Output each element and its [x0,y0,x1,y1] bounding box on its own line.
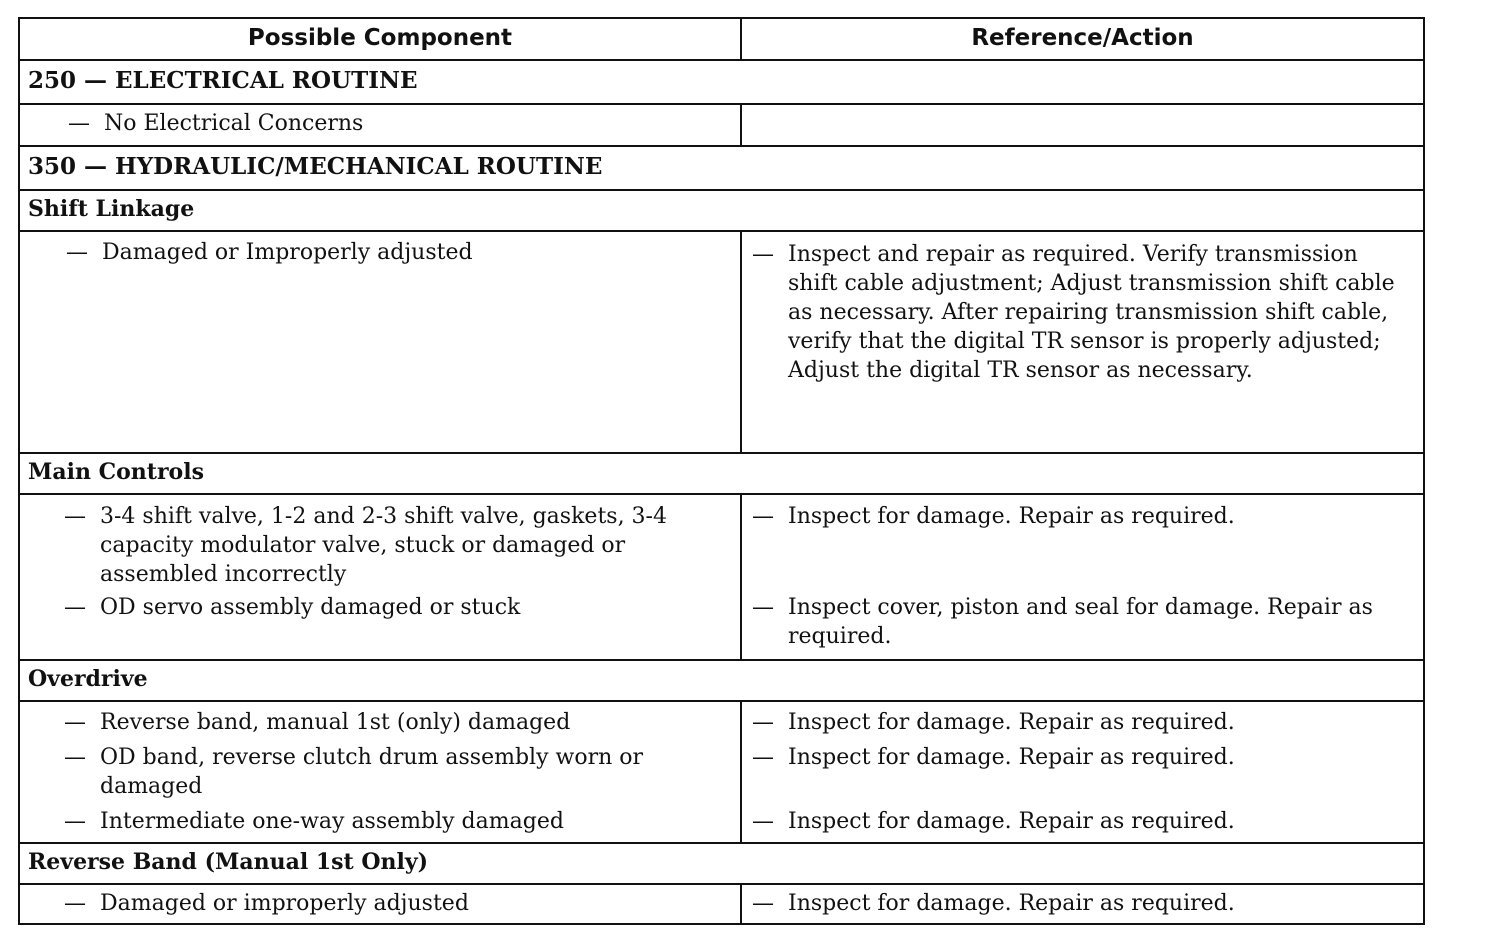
subsection-row-main-controls [20,452,1423,493]
subsection-title: Main Controls [28,459,204,485]
component-text: Reverse band, manual 1st (only) damaged [100,710,571,735]
table-row: — Reverse band, manual 1st (only) damaged — OD band, reverse clutch drum assembly worn or damaged — Intermediate one-way assembly damaged — Inspect for damage. Repair as required. — Inspect for damage. Repair as required. — Inspect for damage. Repair as required. [20,700,1423,842]
action-text: Inspect for damage. Repair as required. [788,504,1235,529]
section-title-hydraulic: 350 — HYDRAULIC/MECHANICAL ROUTINE [28,153,603,180]
action-text: Inspect for damage. Repair as required. [788,891,1235,916]
action-text: Inspect for damage. Repair as required. [788,710,1235,735]
diagnosis-table [18,17,1425,925]
subsection-title: Shift Linkage [28,196,195,222]
subsection-row-reverse-band [20,842,1423,883]
table-row: — No Electrical Concerns [20,103,1423,145]
action-text: Inspect for damage. Repair as required. [788,809,1235,834]
table-header [20,19,1423,59]
subsection-row-shift-linkage [20,189,1423,230]
action-text: Inspect for damage. Repair as required. [788,745,1235,770]
component-text: 3-4 shift valve, 1-2 and 2-3 shift valve, gaskets, 3-4 capacity modulator valve, stuck or damaged or assembled incorrectly [100,504,667,587]
component-text: Damaged or Improperly adjusted [102,240,473,265]
table-row: — Damaged or Improperly adjusted — Inspect and repair as required. Verify transmission shift cable adjustment; Adjust transmission shift cable as necessary. After repairing transmission shift cable, verify that the digital TR sensor is properly adjusted; Adjust the digital TR sensor as necessary. [20,230,1423,452]
component-text: Damaged or improperly adjusted [100,891,469,916]
table-row: — Damaged or improperly adjusted — Inspect for damage. Repair as required. [20,883,1423,923]
section-row-electrical [20,59,1423,103]
subsection-row-overdrive [20,659,1423,700]
subsection-title: Overdrive [28,666,148,692]
section-row-hydraulic [20,145,1423,189]
table-row: — 3-4 shift valve, 1-2 and 2-3 shift valve, gaskets, 3-4 capacity modulator valve, stuck or damaged or assembled incorrectly — OD servo assembly damaged or stuck — Inspect for damage. Repair as required. — Inspect cover, piston and seal for damage. Repair as required. [20,493,1423,659]
component-text: OD band, reverse clutch drum assembly worn or damaged [100,745,644,799]
component-text: No Electrical Concerns [104,111,364,136]
action-text: Inspect cover, piston and seal for damage. Repair as required. [788,595,1373,649]
section-title-electrical: 250 — ELECTRICAL ROUTINE [28,67,418,94]
header-action: Reference/Action [971,25,1194,51]
header-component: Possible Component [20,19,742,59]
subsection-title: Reverse Band (Manual 1st Only) [28,849,429,875]
component-text: OD servo assembly damaged or stuck [100,595,521,620]
component-text: Intermediate one-way assembly damaged [100,809,564,834]
action-text: Inspect and repair as required. Verify transmission shift cable adjustment; Adjust transmission shift cable as necessary. After repairing transmission shift cable, verify that the digital TR sensor is properly adjusted; Adjust the digital TR sensor as necessary. [788,242,1395,383]
